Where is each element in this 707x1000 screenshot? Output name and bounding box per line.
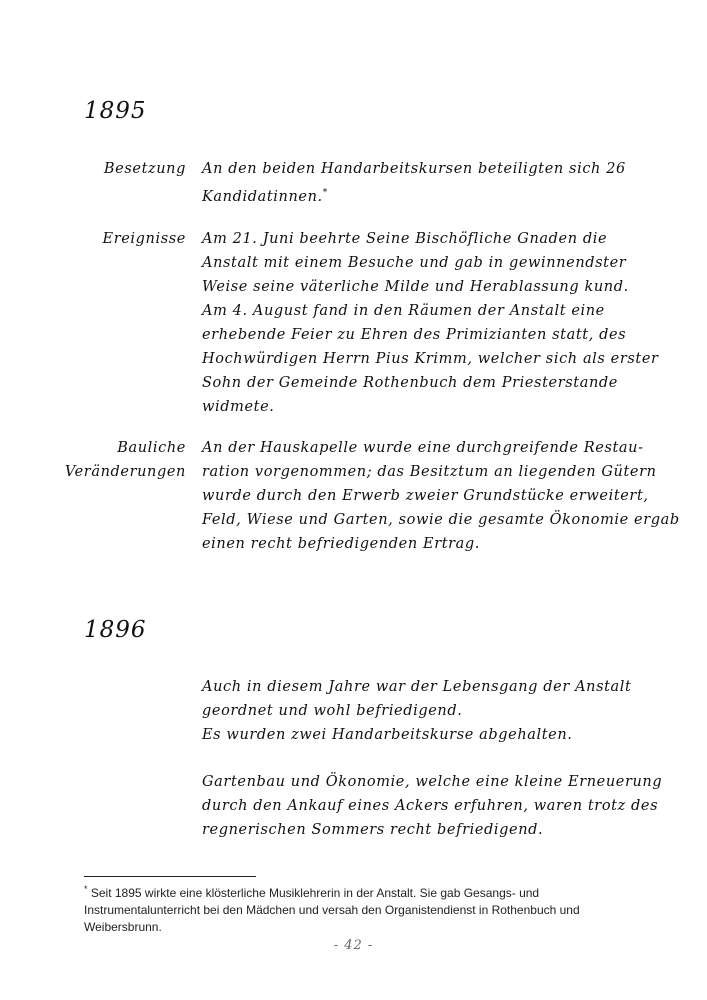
page-number: - 42 - xyxy=(333,938,374,953)
footnote-line: Weibersbrunn. xyxy=(84,920,162,934)
text-besetzung xyxy=(202,157,632,209)
text-line: Weise seine väterliche Milde und Herablassung kund. xyxy=(202,279,629,295)
text-line: Gartenbau und Ökonomie, welche eine kleine Erneuerung xyxy=(202,774,663,790)
text-line: regnerischen Sommers recht befriedigend. xyxy=(202,822,544,838)
text-line: Es wurden zwei Handarbeitskurse abgehalten. xyxy=(202,727,573,743)
label-bauliche-veraenderungen xyxy=(65,436,186,484)
label-besetzung: Besetzung xyxy=(103,161,186,177)
text-line xyxy=(202,181,632,209)
footnote-marker: * xyxy=(84,884,88,894)
text-line: An der Hauskapelle wurde eine durchgreifende Restau- xyxy=(202,440,644,456)
text-line: erhebende Feier zu Ehren des Primizianten statt, des xyxy=(202,327,627,343)
text-ereignisse xyxy=(202,227,659,419)
text-line: einen recht befriedigenden Ertrag. xyxy=(202,536,481,552)
text-line: geordnet und wohl befriedigend. xyxy=(202,703,463,719)
label-line: Veränderungen xyxy=(64,464,186,480)
footnote-divider xyxy=(84,876,256,877)
text-line: Hochwürdigen Herrn Pius Krimm, welcher sich als erster xyxy=(202,351,659,367)
text-line: wurde durch den Erwerb zweier Grundstücke erweitert, xyxy=(202,488,649,504)
text-bauliche-veraenderungen xyxy=(202,436,680,556)
text-line-content: Kandidatinnen. xyxy=(202,188,323,205)
text-line: Sohn der Gemeinde Rothenbuch dem Priesterstande xyxy=(202,375,618,391)
text-line: Feld, Wiese und Garten, sowie die gesamte Ökonomie ergab xyxy=(202,512,680,528)
footnote xyxy=(84,881,644,936)
year-heading-1895: 1895 xyxy=(84,98,147,124)
label-ereignisse: Ereignisse xyxy=(102,231,186,247)
text-line: Auch in diesem Jahre war der Lebensgang der Anstalt xyxy=(202,679,632,695)
year-heading-1896: 1896 xyxy=(84,617,147,643)
text-line: An den beiden Handarbeitskursen beteiligten sich 26 xyxy=(202,161,626,177)
text-line: widmete. xyxy=(202,399,275,415)
text-line: Am 21. Juni beehrte Seine Bischöfliche Gnaden die xyxy=(202,231,608,247)
footnote-line xyxy=(84,881,644,902)
footnote-marker: * xyxy=(322,188,328,198)
footnote-text: Seit 1895 wirkte eine klösterliche Musiklehrerin in der Anstalt. Sie gab Gesangs- und xyxy=(90,886,540,900)
text-line: ration vorgenommen; das Besitztum an liegenden Gütern xyxy=(202,464,657,480)
footnote-line: Instrumentalunterricht bei den Mädchen und versah den Organistendienst in Rothenbuch und xyxy=(84,903,580,917)
paragraph-1896-second xyxy=(202,770,663,842)
text-line: Am 4. August fand in den Räumen der Anstalt eine xyxy=(202,303,605,319)
label-line: Bauliche xyxy=(117,440,186,456)
paragraph-1896-first xyxy=(202,675,632,747)
text-line: Anstalt mit einem Besuche und gab in gewinnendster xyxy=(202,255,627,271)
text-line: durch den Ankauf eines Ackers erfuhren, waren trotz des xyxy=(202,798,659,814)
